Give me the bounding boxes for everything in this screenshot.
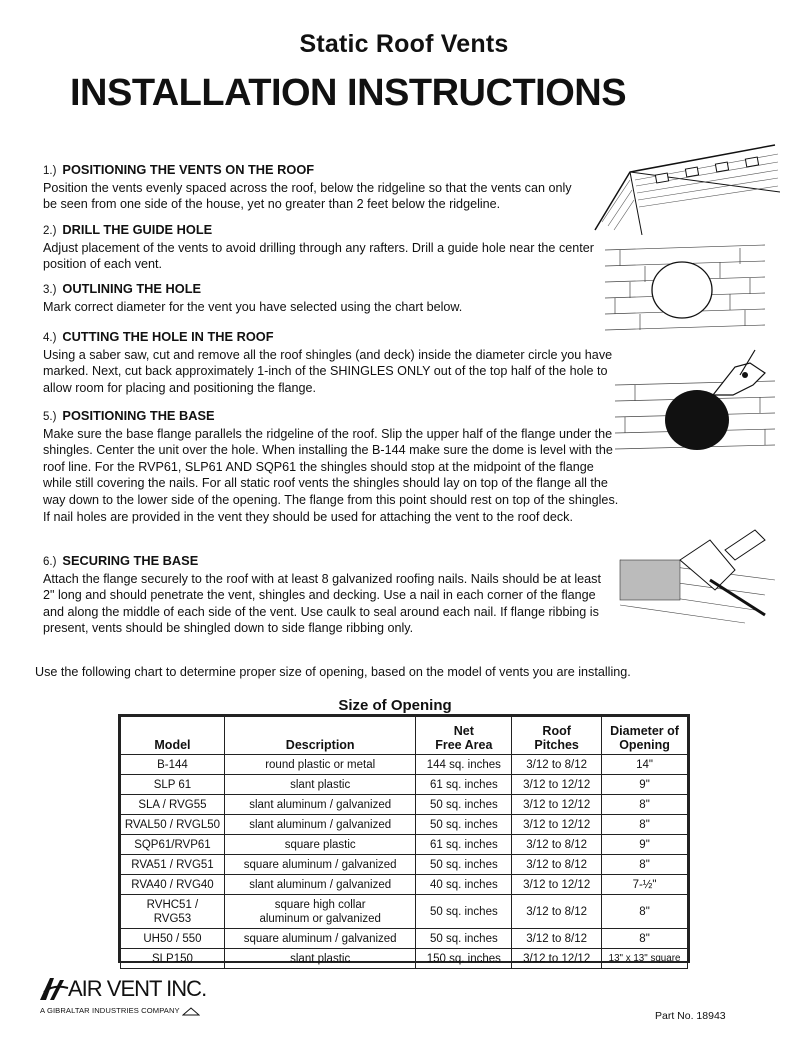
page-title: INSTALLATION INSTRUCTIONS <box>70 72 627 114</box>
cell-description: slant plastic <box>224 775 416 795</box>
step-3 <box>43 281 623 315</box>
cell-diameter: 9" <box>602 835 688 855</box>
header-diameter: Diameter of Opening <box>602 717 688 755</box>
saber-saw-cut-illustration <box>605 345 780 455</box>
cell-model: RVA40 / RVG40 <box>121 875 225 895</box>
step-4 <box>43 329 623 396</box>
cell-model: RVAL50 / RVGL50 <box>121 815 225 835</box>
step-number: 3.) <box>43 284 57 296</box>
header-model: Model <box>121 717 225 755</box>
cell-diameter: 8" <box>602 855 688 875</box>
cell-area: 61 sq. inches <box>416 775 512 795</box>
cell-description: round plastic or metal <box>224 755 416 775</box>
step-2 <box>43 222 623 273</box>
table-row <box>121 855 688 875</box>
cell-diameter: 7-½" <box>602 875 688 895</box>
step-number: 6.) <box>43 556 57 568</box>
cell-model: RVA51 / RVG51 <box>121 855 225 875</box>
step-body: Position the vents evenly spaced across the roof, below the ridgeline so that the vents can only be seen from one side of the house, yet no greater than 2 feet below the ridgeline. <box>43 180 572 212</box>
cell-pitch: 3/12 to 12/12 <box>512 795 602 815</box>
roof-vent-illustration <box>655 173 668 183</box>
header-free-area: Net Free Area <box>416 717 512 755</box>
cell-description: square high collar aluminum or galvanized <box>224 895 416 929</box>
step-body: Adjust placement of the vents to avoid drilling through any rafters. Drill a guide hole near the center position of each vent. <box>43 240 594 272</box>
cell-description: slant aluminum / galvanized <box>224 795 416 815</box>
cell-area: 144 sq. inches <box>416 755 512 775</box>
step-heading: OUTLINING THE HOLE <box>62 281 202 296</box>
step-number: 5.) <box>43 411 57 423</box>
step-5 <box>43 408 623 525</box>
cell-model: SLA / RVG55 <box>121 795 225 815</box>
header-description: Description <box>224 717 416 755</box>
cell-area: 50 sq. inches <box>416 815 512 835</box>
step-heading: POSITIONING THE BASE <box>62 408 215 423</box>
roof-vent-illustration <box>685 167 698 177</box>
outline-hole-illustration <box>600 240 770 335</box>
table-row <box>121 775 688 795</box>
cell-description: slant aluminum / galvanized <box>224 815 416 835</box>
step-number: 4.) <box>43 332 57 344</box>
cell-area: 150 sq. inches <box>416 949 512 969</box>
table-row <box>121 835 688 855</box>
cell-description: square plastic <box>224 835 416 855</box>
roof-vent-illustration <box>745 157 758 167</box>
cell-model: UH50 / 550 <box>121 929 225 949</box>
cell-diameter: 13" x 13" square <box>602 949 688 969</box>
cell-diameter: 8" <box>602 895 688 929</box>
cell-model: RVHC51 / RVG53 <box>121 895 225 929</box>
step-number: 1.) <box>43 165 57 177</box>
nailing-flange-illustration <box>615 520 785 625</box>
cell-model: SLP 61 <box>121 775 225 795</box>
cell-description: slant aluminum / galvanized <box>224 875 416 895</box>
page-subtitle: Static Roof Vents <box>299 30 509 58</box>
step-heading: DRILL THE GUIDE HOLE <box>62 222 213 237</box>
header-roof-pitches: Roof Pitches <box>512 717 602 755</box>
table-row <box>121 929 688 949</box>
step-body: Using a saber saw, cut and remove all the roof shingles (and deck) inside the diameter circle you have marked. Next, cut back approximately 1-inch of the SHINGLES ONLY out of the top half of the hole to allow room for placing and positioning the flange. <box>43 347 613 395</box>
step-body: Attach the flange securely to the roof with at least 8 galvanized roofing nails. Nails should be at least 2" long and should penetrate the vent, shingles and decking. Use a nail in each corner of the flange and along the middle of each side of the vent. Use caulk to seal around each nail. If flange ribbing is present, vents should be shingled down to side flange ribbing only. <box>43 571 601 636</box>
roof-ridge-illustration <box>590 140 780 235</box>
table-title: Size of Opening <box>338 697 452 714</box>
logo-tagline: A GIBRALTAR INDUSTRIES COMPANY <box>40 1006 200 1016</box>
air-vent-logo-icon <box>38 976 70 1002</box>
cell-diameter: 8" <box>602 795 688 815</box>
table-row <box>121 755 688 775</box>
cell-area: 61 sq. inches <box>416 835 512 855</box>
cell-diameter: 9" <box>602 775 688 795</box>
size-of-opening-table <box>120 716 688 969</box>
cell-pitch: 3/12 to 8/12 <box>512 895 602 929</box>
step-number: 2.) <box>43 225 57 237</box>
logo-name: AIR VENT INC. <box>68 976 207 1001</box>
cell-diameter: 14" <box>602 755 688 775</box>
cell-area: 50 sq. inches <box>416 795 512 815</box>
table-row <box>121 815 688 835</box>
cell-area: 40 sq. inches <box>416 875 512 895</box>
cell-pitch: 3/12 to 12/12 <box>512 875 602 895</box>
step-heading: SECURING THE BASE <box>62 553 199 568</box>
cell-description: square aluminum / galvanized <box>224 929 416 949</box>
step-heading: POSITIONING THE VENTS ON THE ROOF <box>62 162 315 177</box>
cell-area: 50 sq. inches <box>416 895 512 929</box>
table-row <box>121 875 688 895</box>
roof-vent-illustration <box>715 162 728 172</box>
cell-pitch: 3/12 to 8/12 <box>512 929 602 949</box>
cell-description: square aluminum / galvanized <box>224 855 416 875</box>
gibraltar-mark-icon <box>182 1007 200 1016</box>
chart-intro: Use the following chart to determine proper size of opening, based on the model of vents you are installing. <box>35 665 631 679</box>
part-number: Part No. 18943 <box>655 1010 726 1022</box>
cell-pitch: 3/12 to 8/12 <box>512 755 602 775</box>
cell-pitch: 3/12 to 8/12 <box>512 835 602 855</box>
cell-model: SLP150 <box>121 949 225 969</box>
table-row <box>121 949 688 969</box>
cell-area: 50 sq. inches <box>416 929 512 949</box>
cell-pitch: 3/12 to 8/12 <box>512 855 602 875</box>
cell-model: B-144 <box>121 755 225 775</box>
cell-diameter: 8" <box>602 929 688 949</box>
table-header-row <box>121 717 688 755</box>
table-row <box>121 895 688 929</box>
cell-pitch: 3/12 to 12/12 <box>512 775 602 795</box>
step-body: Make sure the base flange parallels the ridgeline of the roof. Slip the upper half of the flange under the shingles. Center the unit over the hole. When installing the B-144 make sure the dome is level with the roof line. For the RVP61, SLP61 AND SQP61 the shingles should stop at the midpoint of the flange while still covering the nails. For all static roof vents the shingles should lay on top of the flange all the way down to the lower side of the opening. The flange from this point should rest on top of the shingles. If nail holes are provided in the vent they should be used for attaching the vent to the roof deck. <box>43 426 619 524</box>
cell-pitch: 3/12 to 12/12 <box>512 815 602 835</box>
cell-model: SQP61/RVP61 <box>121 835 225 855</box>
step-heading: CUTTING THE HOLE IN THE ROOF <box>62 329 274 344</box>
cell-diameter: 8" <box>602 815 688 835</box>
step-body: Mark correct diameter for the vent you have selected using the chart below. <box>43 299 463 314</box>
table-row <box>121 795 688 815</box>
step-6 <box>43 553 623 637</box>
cell-area: 50 sq. inches <box>416 855 512 875</box>
step-1 <box>43 162 623 213</box>
cell-pitch: 3/12 to 12/12 <box>512 949 602 969</box>
cell-description: slant plastic <box>224 949 416 969</box>
